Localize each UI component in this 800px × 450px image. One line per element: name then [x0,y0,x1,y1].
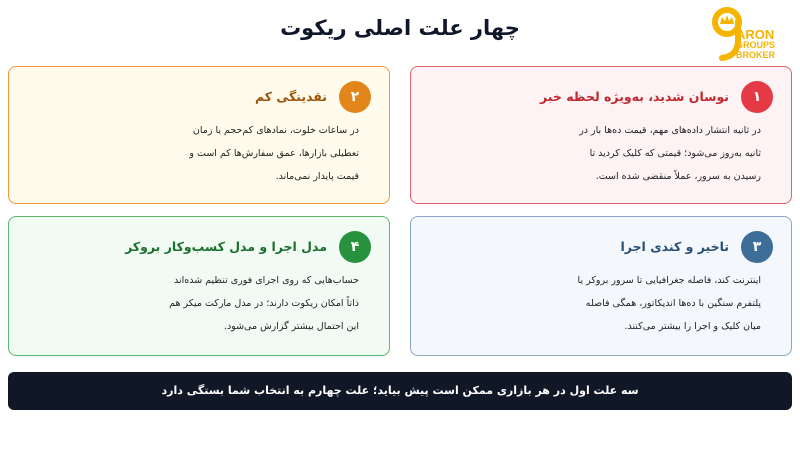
card-title: نوسان شدید، به‌ویژه لحظه خبر [539,89,729,104]
card-line: اینترنت کند، فاصله جغرافیایی تا سرور بروکر یا [577,275,761,286]
logo-text-groups: GROUPS [736,40,776,50]
card-line: قیمت پایدار نمی‌ماند. [275,171,359,182]
card-number-badge: ۲ [339,81,371,113]
summary-banner: سه علت اول در هر بازاری ممکن است پیش بیاید؛ علت چهارم به انتخاب شما بستگی دارد [8,372,792,410]
aron-groups-logo [708,6,796,62]
cause-card-execution-delay [410,216,792,356]
card-line: میان کلیک و اجرا را بیشتر می‌کنند. [624,321,761,332]
cause-card-broker-model [8,216,390,356]
card-description [69,269,359,338]
card-line: پلتفرم سنگین با ده‌ها اندیکاتور، همگی فاصله [585,298,761,309]
logo-text-broker: BROKER [736,50,776,60]
card-line: ثانیه به‌روز می‌شود؛ قیمتی که کلیک کردید تا [589,148,761,159]
crown-icon [720,15,734,24]
card-description [471,119,761,188]
cause-card-volatility [410,66,792,204]
card-line: این احتمال بیشتر گزارش می‌شود. [223,321,359,332]
card-line: در ثانیه انتشار داده‌های مهم، قیمت ده‌ها بار در [579,125,761,136]
card-title: نقدینگی کم [254,89,327,104]
card-title: تاخیر و کندی اجرا [620,239,729,254]
logo-text-aron: ARON [736,27,775,42]
card-number-badge: ۱ [741,81,773,113]
card-title: مدل اجرا و مدل کسب‌وکار بروکر [125,239,327,254]
card-line: تعطیلی بازارها، عمق سفارش‌ها کم است و [189,148,359,159]
card-number-badge: ۳ [741,231,773,263]
cause-card-low-liquidity [8,66,390,204]
card-description [69,119,359,188]
card-line: ذاتاً امکان ریکوت دارند؛ در مدل مارکت میکر هم [169,298,359,309]
card-line: حساب‌هایی که روی اجرای فوری تنظیم شده‌اند [174,275,359,286]
page-title: چهار علت اصلی ریکوت [280,16,520,40]
card-line: در ساعات خلوت، نمادهای کم‌حجم یا زمان [192,125,359,136]
card-line: رسیدن به سرور، عملاً منقضی شده است. [595,171,761,182]
card-number-badge: ۴ [339,231,371,263]
card-description [471,269,761,338]
